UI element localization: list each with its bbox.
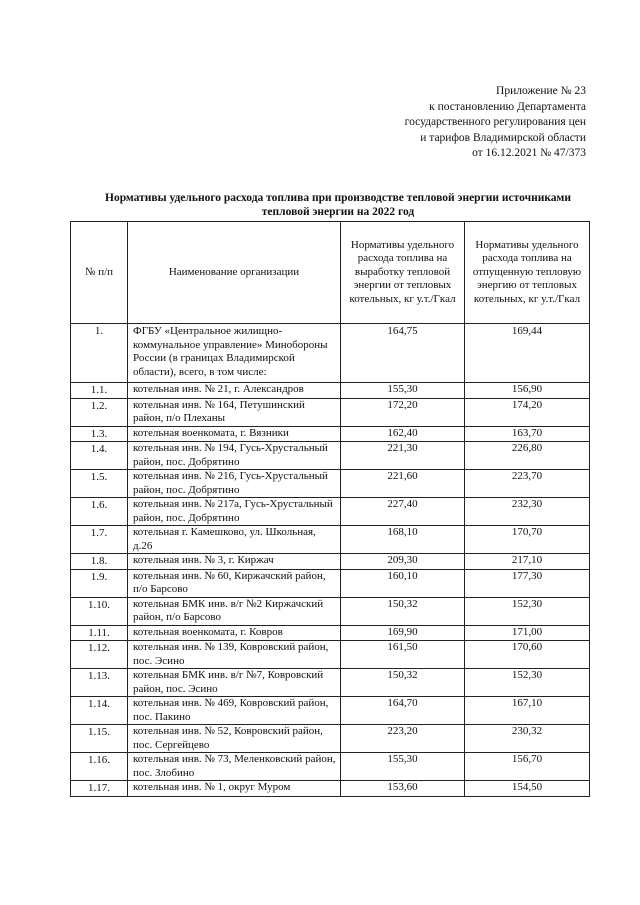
row-production-norm: 164,70 (341, 697, 465, 725)
row-number: 1.1. (71, 383, 128, 399)
row-released-norm: 152,30 (465, 669, 590, 697)
row-number: 1.6. (71, 498, 128, 526)
row-released-norm: 174,20 (465, 398, 590, 426)
header-number: № п/п (71, 222, 128, 324)
row-organization: котельная БМК инв. в/г №2 Киржачский район, п/о Барсово (128, 597, 341, 625)
table-row (71, 398, 590, 426)
row-released-norm: 230,32 (465, 725, 590, 753)
row-number: 1.2. (71, 398, 128, 426)
row-production-norm: 161,50 (341, 641, 465, 669)
row-organization: котельная инв. № 21, г. Александров (128, 383, 341, 399)
header-released-norm: Нормативы удельного расхода топлива на отпущенную тепловую энергию от тепловых котельных, кг у.т./Гкал (465, 222, 590, 324)
table-row (71, 725, 590, 753)
row-production-norm: 160,10 (341, 569, 465, 597)
row-number: 1.11. (71, 625, 128, 641)
table-row (71, 781, 590, 797)
row-number: 1.14. (71, 697, 128, 725)
row-production-norm: 168,10 (341, 526, 465, 554)
table-row (71, 669, 590, 697)
row-organization: котельная инв. № 216, Гусь-Хрустальный район, пос. Добрятино (128, 470, 341, 498)
table-row (71, 324, 590, 383)
table-row (71, 498, 590, 526)
row-production-norm: 169,90 (341, 625, 465, 641)
row-organization: котельная инв. № 3, г. Киржач (128, 554, 341, 570)
row-production-norm: 223,20 (341, 725, 465, 753)
table-row (71, 641, 590, 669)
row-organization: котельная инв. № 73, Меленковский район, пос. Злобино (128, 753, 341, 781)
row-organization: котельная инв. № 139, Ковровский район, пос. Эсино (128, 641, 341, 669)
norms-table (70, 221, 590, 797)
table-row (71, 554, 590, 570)
row-released-norm: 152,30 (465, 597, 590, 625)
header-organization: Наименование организации (128, 222, 341, 324)
row-production-norm: 162,40 (341, 426, 465, 442)
row-production-norm: 172,20 (341, 398, 465, 426)
row-organization: котельная инв. № 164, Петушинский район, п/о Плеханы (128, 398, 341, 426)
row-production-norm: 221,30 (341, 442, 465, 470)
row-released-norm: 177,30 (465, 569, 590, 597)
table-row (71, 625, 590, 641)
table-row (71, 442, 590, 470)
row-released-norm: 156,70 (465, 753, 590, 781)
row-production-norm: 155,30 (341, 753, 465, 781)
row-number: 1.15. (71, 725, 128, 753)
appendix-line: государственного регулирования цен (404, 116, 586, 128)
row-number: 1.9. (71, 569, 128, 597)
row-released-norm: 156,90 (465, 383, 590, 399)
row-production-norm: 153,60 (341, 781, 465, 797)
row-production-norm: 221,60 (341, 470, 465, 498)
row-released-norm: 169,44 (465, 324, 590, 383)
appendix-line: от 16.12.2021 № 47/373 (472, 147, 586, 159)
row-organization: котельная инв. № 60, Киржачский район, п/о Барсово (128, 569, 341, 597)
appendix-line: и тарифов Владимирской области (420, 131, 586, 144)
table-row (71, 569, 590, 597)
row-production-norm: 150,32 (341, 669, 465, 697)
row-organization: котельная инв. № 1, округ Муром (128, 781, 341, 797)
row-number: 1.13. (71, 669, 128, 697)
appendix-header (405, 84, 586, 162)
row-number: 1. (71, 324, 128, 383)
row-released-norm: 223,70 (465, 470, 590, 498)
row-organization: котельная инв. № 194, Гусь-Хрустальный район, пос. Добрятино (128, 442, 341, 470)
row-production-norm: 227,40 (341, 498, 465, 526)
row-organization: котельная инв. № 469, Ковровский район, пос. Пакино (128, 697, 341, 725)
row-production-norm: 150,32 (341, 597, 465, 625)
table-row (71, 697, 590, 725)
row-organization: котельная г. Камешково, ул. Школьная, д.26 (128, 526, 341, 554)
row-released-norm: 170,70 (465, 526, 590, 554)
row-released-norm: 170,60 (465, 641, 590, 669)
table-row (71, 753, 590, 781)
row-production-norm: 155,30 (341, 383, 465, 399)
row-production-norm: 209,30 (341, 554, 465, 570)
row-number: 1.10. (71, 597, 128, 625)
row-released-norm: 154,50 (465, 781, 590, 797)
table-row (71, 470, 590, 498)
row-organization: ФГБУ «Центральное жилищно-коммунальное управление» Минобороны России (в границах Владимирской области), всего, в том числе: (128, 324, 341, 383)
table-header-row (71, 222, 590, 324)
row-number: 1.4. (71, 442, 128, 470)
document-title: Нормативы удельного расхода топлива при производстве тепловой энергии источниками тепловой энергии на 2022 год (105, 192, 571, 218)
row-number: 1.5. (71, 470, 128, 498)
appendix-line: к постановлению Департамента (429, 100, 586, 113)
table-row (71, 526, 590, 554)
row-released-norm: 232,30 (465, 498, 590, 526)
row-number: 1.7. (71, 526, 128, 554)
row-number: 1.16. (71, 753, 128, 781)
row-number: 1.12. (71, 641, 128, 669)
table-row (71, 426, 590, 442)
row-organization: котельная инв. № 52, Ковровский район, пос. Сергейцево (128, 725, 341, 753)
row-released-norm: 167,10 (465, 697, 590, 725)
row-organization: котельная инв. № 217а, Гусь-Хрустальный район, пос. Добрятино (128, 498, 341, 526)
row-released-norm: 226,80 (465, 442, 590, 470)
table-row (71, 383, 590, 399)
row-organization: котельная военкомата, г. Вязники (128, 426, 341, 442)
row-number: 1.8. (71, 554, 128, 570)
appendix-line: Приложение № 23 (496, 85, 586, 97)
row-released-norm: 217,10 (465, 554, 590, 570)
row-released-norm: 171,00 (465, 625, 590, 641)
table-row (71, 597, 590, 625)
row-production-norm: 164,75 (341, 324, 465, 383)
row-organization: котельная БМК инв. в/г №7, Ковровский район, пос. Эсино (128, 669, 341, 697)
row-released-norm: 163,70 (465, 426, 590, 442)
row-organization: котельная военкомата, г. Ковров (128, 625, 341, 641)
header-production-norm: Нормативы удельного расхода топлива на выработку тепловой энергии от тепловых котельных, кг у.т./Гкал (341, 222, 465, 324)
row-number: 1.17. (71, 781, 128, 797)
row-number: 1.3. (71, 426, 128, 442)
